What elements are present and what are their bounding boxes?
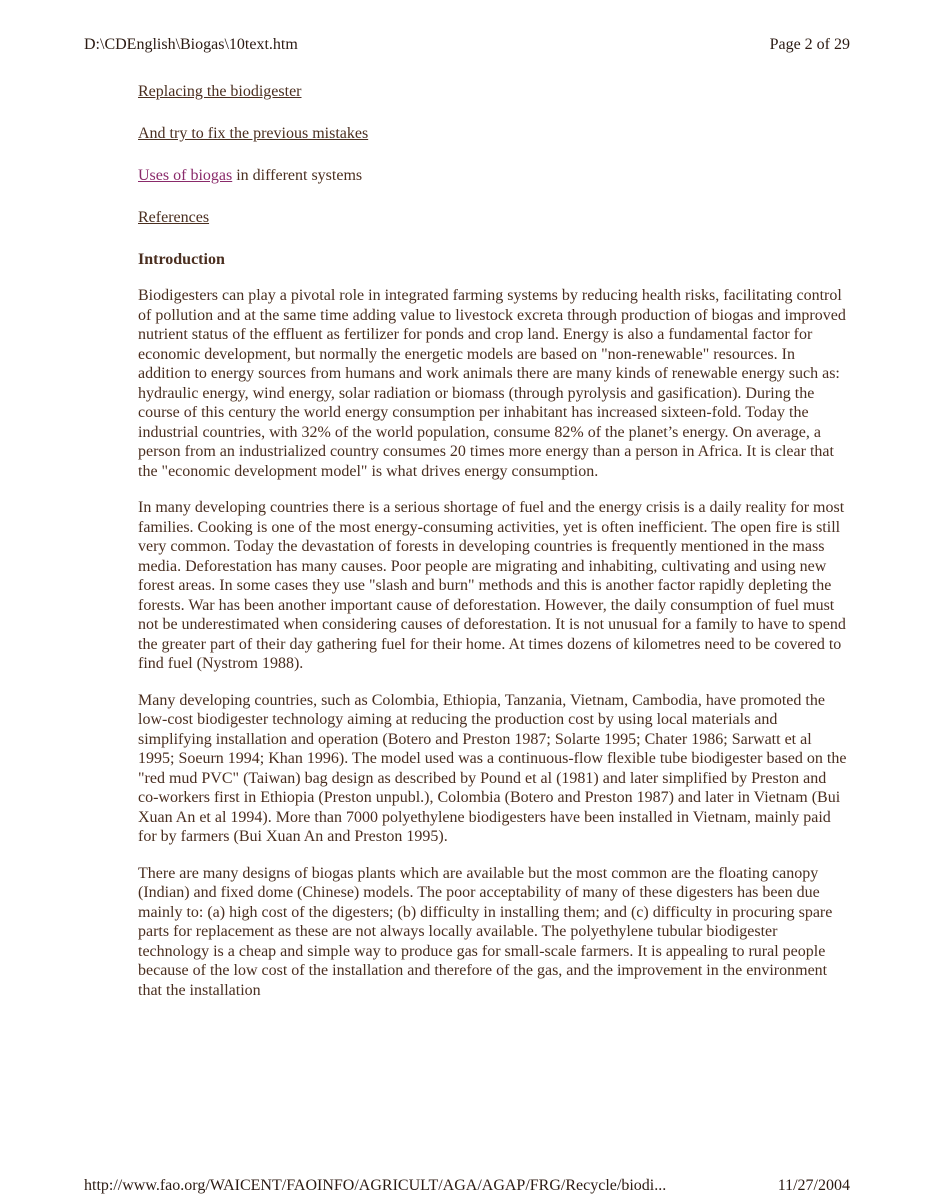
document-body <box>138 82 850 1017</box>
print-header <box>84 36 850 58</box>
paragraph: Biodigesters can play a pivotal role in integrated farming systems by reducing health risks, facilitating control of pollution and at the same time adding value to livestock excreta through production of biogas and improved nutrient status of the effluent as fertilizer for ponds and crop land. Energy is also a fundamental factor for economic development, but normally the energetic models are based on "non-renewable" resources. In addition to energy sources from humans and work animals there are many kinds of renewable energy such as: hydraulic energy, wind energy, solar radiation or biomass (through pyrolysis and gasification). During the course of this century the world energy consumption per inhabitant has increased sixteen-fold. Today the industrial countries, with 32% of the world population, consume 82% of the planet’s energy. On average, a person from an industrialized country consumes 20 times more energy than a person in Africa. It is clear that the "economic development model" is what drives energy consumption. <box>138 287 846 480</box>
link-uses-of-biogas[interactable]: Uses of biogas <box>138 167 233 184</box>
toc-item-references <box>138 208 850 228</box>
link-fix-previous-mistakes[interactable]: And try to fix the previous mistakes <box>138 125 369 142</box>
toc-item-uses-of-biogas <box>138 166 850 186</box>
introduction-heading: Introduction <box>138 251 225 268</box>
paragraph: In many developing countries there is a serious shortage of fuel and the energy crisis is a daily reality for most families. Cooking is one of the most energy-consuming activities, yet is often inefficient. The open fire is still very common. Today the devastation of forests in developing countries is frequently mentioned in the mass media. Deforestation has many causes. Poor people are migrating and inhabiting, cultivating and using new forest areas. In some cases they use "slash and burn" methods and this is another factor rapidly depleting the forests. War has been another important cause of deforestation. However, the daily consumption of fuel must not be underestimated when considering causes of deforestation. It is not unusual for a family to have to spend the greater part of their day gathering fuel for their home. At times dozens of kilometres need to be covered to find fuel (Nystrom 1988). <box>138 499 846 672</box>
source-url: http://www.fao.org/WAICENT/FAOINFO/AGRICULT/AGA/AGAP/FRG/Recycle/biodi... <box>84 1177 667 1194</box>
print-footer <box>84 1177 850 1197</box>
toc-item-fix-mistakes <box>138 124 850 144</box>
file-path: D:\CDEnglish\Biogas\10text.htm <box>84 36 298 53</box>
toc-uses-suffix: in different systems <box>232 167 363 184</box>
paragraph: There are many designs of biogas plants which are available but the most common are the floating canopy (Indian) and fixed dome (Chinese) models. The poor acceptability of many of these digesters has been due mainly to: (a) high cost of the digesters; (b) difficulty in installing them; and (c) difficulty in procuring spare parts for replacement as these are not always locally available. The polyethylene tubular biodigester technology is a cheap and simple way to produce gas for small-scale farmers. It is appealing to rural people because of the low cost of the installation and therefore of the gas, and the improvement in the environment that the installation <box>138 864 833 999</box>
link-replacing-biodigester[interactable]: Replacing the biodigester <box>138 83 302 100</box>
print-date: 11/27/2004 <box>777 1177 850 1194</box>
paragraph: Many developing countries, such as Colombia, Ethiopia, Tanzania, Vietnam, Cambodia, have promoted the low-cost biodigester technology aiming at reducing the production cost by using local materials and simplifying installation and operation (Botero and Preston 1987; Solarte 1995; Chater 1986; Sarwatt et al 1995; Soeurn 1994; Khan 1996). The model used was a continuous-flow flexible tube biodigester based on the "red mud PVC" (Taiwan) bag design as described by Pound et al (1981) and later simplified by Preston and co-workers first in Ethiopia (Preston unpubl.), Colombia (Botero and Preston 1987) and later in Vietnam (Bui Xuan An et al 1994). More than 7000 polyethylene biodigesters have been installed in Vietnam, mainly paid for by farmers (Bui Xuan An and Preston 1995). <box>138 691 847 845</box>
link-references[interactable]: References <box>138 209 210 226</box>
page-indicator: Page 2 of 29 <box>769 36 850 53</box>
toc-item-replacing <box>138 82 850 102</box>
